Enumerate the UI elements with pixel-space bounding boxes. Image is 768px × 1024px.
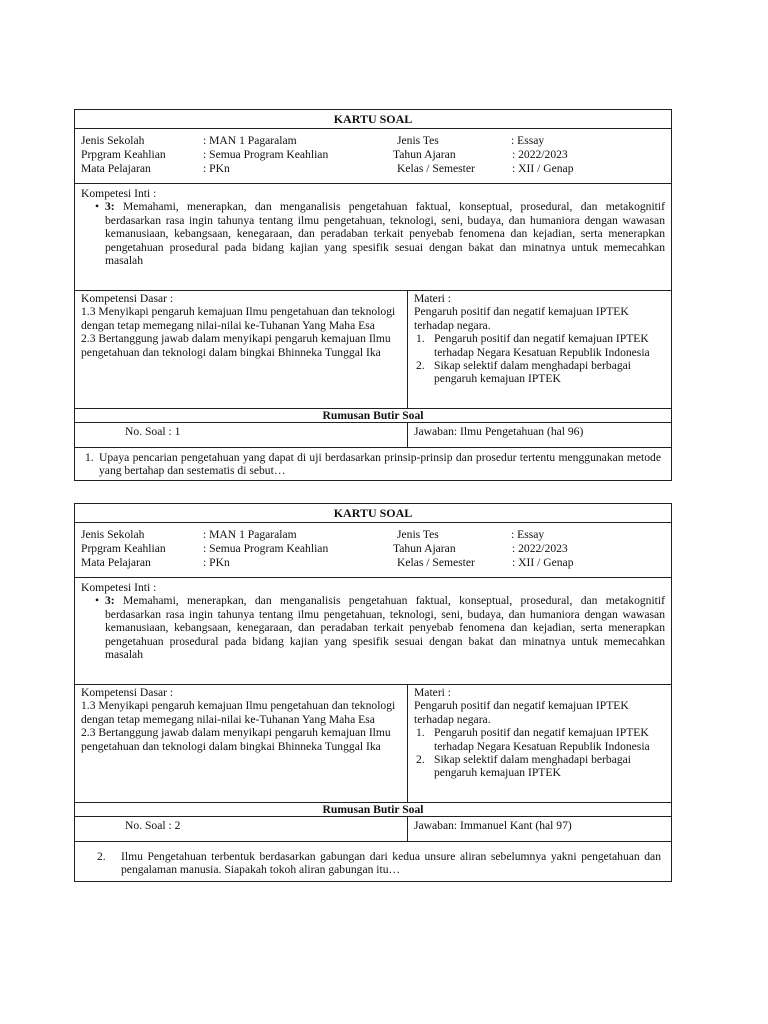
no-soal-cell xyxy=(75,423,408,447)
materi-list-item: 2. Sikap selektif dalam menghadapi berbagai pengaruh kemajuan IPTEK xyxy=(416,359,632,386)
jawaban: Jawaban: Ilmu Pengetahuan (hal 96) xyxy=(414,425,584,438)
bullet-icon: • xyxy=(95,200,100,214)
materi-label: Materi : xyxy=(414,292,452,305)
kompetensi-inti-item xyxy=(81,594,665,661)
mapel-label: Mata Pelajaran xyxy=(81,162,151,175)
jenis-sekolah-label: Jenis Sekolah xyxy=(81,134,145,147)
kelas-semester-label: Kelas / Semester xyxy=(397,556,475,569)
question-item xyxy=(85,451,661,478)
jenis-sekolah-label: Jenis Sekolah xyxy=(81,528,145,541)
kd-item-2: 2.3 Bertanggung jawab dalam menyikapi pengaruh kemajuan Ilmu pengetahuan dan teknologi dalam bingkai Bhinneka Tunggal Ika xyxy=(81,726,391,753)
kd-item-1: 1.3 Menyikapi pengaruh kemajuan Ilmu pengetahuan dan teknologi dengan tetap memegang nilai-nilai ke-Tuhanan Yang Maha Esa xyxy=(81,305,396,332)
materi-intro: Pengaruh positif dan negatif kemajuan IPTEK terhadap negara. xyxy=(414,699,629,726)
materi-list-item: 2. Sikap selektif dalam menghadapi berbagai pengaruh kemajuan IPTEK xyxy=(416,753,632,780)
jenis-tes-label: Jenis Tes xyxy=(397,528,439,541)
jenis-sekolah-value: : MAN 1 Pagaralam xyxy=(203,528,297,541)
question-item xyxy=(85,850,661,877)
kelas-semester-value: : XII / Genap xyxy=(512,162,574,175)
card-title: KARTU SOAL xyxy=(75,504,671,523)
kartu-soal-card xyxy=(74,109,672,481)
ki-number: 3: xyxy=(105,594,115,608)
materi-cell xyxy=(408,291,671,408)
question-text: Upaya pencarian pengetahuan yang dapat di uji berdasarkan prinsip-prinsip dan prosedur tertentu menggunakan metode yang bertahap dan sestematis di sebut… xyxy=(99,451,661,478)
materi-list xyxy=(414,332,665,386)
materi-cell xyxy=(408,685,671,802)
rumusan-butir-soal-heading: Rumusan Butir Soal xyxy=(75,803,671,817)
jenis-tes-value: : Essay xyxy=(511,134,545,147)
card-info-section xyxy=(75,523,671,578)
program-label: Prpgram Keahlian xyxy=(81,542,166,555)
tahun-ajaran-value: : 2022/2023 xyxy=(512,542,568,555)
question-text: Ilmu Pengetahuan terbentuk berdasarkan gabungan dari kedua unsure aliran sebelumnya yakni pengetahuan dan pengalaman manusia. Siapakah tokoh aliran gabungan itu… xyxy=(121,850,661,877)
materi-list xyxy=(414,726,665,780)
kd-item-1: 1.3 Menyikapi pengaruh kemajuan Ilmu pengetahuan dan teknologi dengan tetap memegang nilai-nilai ke-Tuhanan Yang Maha Esa xyxy=(81,699,396,726)
kompetensi-inti-item xyxy=(81,200,665,267)
no-soal-row xyxy=(75,423,671,448)
tahun-ajaran-label: Tahun Ajaran xyxy=(393,542,456,555)
kd-item-2: 2.3 Bertanggung jawab dalam menyikapi pengaruh kemajuan Ilmu pengetahuan dan teknologi dalam bingkai Bhinneka Tunggal Ika xyxy=(81,332,391,359)
card-title: KARTU SOAL xyxy=(75,110,671,129)
jawaban: Jawaban: Immanuel Kant (hal 97) xyxy=(414,819,572,832)
bullet-icon: • xyxy=(95,594,100,608)
materi-list-item: 1. Pengaruh positif dan negatif kemajuan IPTEK terhadap Negara Kesatuan Republik Indonesia xyxy=(416,332,650,359)
kompetensi-dasar-cell xyxy=(75,685,408,802)
question-number: 2. xyxy=(97,850,106,863)
kelas-semester-value: : XII / Genap xyxy=(512,556,574,569)
question-number: 1. xyxy=(85,451,94,464)
materi-list-item: 1. Pengaruh positif dan negatif kemajuan IPTEK terhadap Negara Kesatuan Republik Indonesia xyxy=(416,726,650,753)
kd-materi-section xyxy=(75,291,671,409)
kompetensi-inti-label: Kompetesi Inti : xyxy=(81,581,157,594)
mapel-label: Mata Pelajaran xyxy=(81,556,151,569)
kompetensi-inti-section xyxy=(75,578,671,685)
kartu-soal-card xyxy=(74,503,672,882)
jenis-tes-label: Jenis Tes xyxy=(397,134,439,147)
kd-label: Kompetensi Dasar : xyxy=(81,686,174,699)
rumusan-butir-soal-heading: Rumusan Butir Soal xyxy=(75,409,671,423)
program-value: : Semua Program Keahlian xyxy=(203,148,329,161)
kelas-semester-label: Kelas / Semester xyxy=(397,162,475,175)
no-soal-row xyxy=(75,817,671,842)
question-section xyxy=(75,842,671,881)
no-soal-cell xyxy=(75,817,408,841)
ki-text: Memahami, menerapkan, dan menganalisis pengetahuan faktual, konseptual, prosedural, dan metakognitif berdasarkan rasa ingin tahunya tentang ilmu pengetahuan, teknologi, seni, budaya, dan humaniora dengan wawasan kemanusiaan, kebangsaan, kenegaraan, dan peradaban terkait penyebab fenomena dan kejadian, serta menerapkan pengetahuan prosedural pada bidang kajian yang spesifik sesuai dengan bakat dan minatnya untuk memecahkan masalah xyxy=(105,594,665,662)
kompetensi-inti-label: Kompetesi Inti : xyxy=(81,187,157,200)
ki-number: 3: xyxy=(105,200,115,214)
mapel-value: : PKn xyxy=(203,556,230,569)
ki-text: Memahami, menerapkan, dan menganalisis pengetahuan faktual, konseptual, prosedural, dan metakognitif berdasarkan rasa ingin tahunya tentang ilmu pengetahuan, teknologi, seni, budaya, dan humaniora dengan wawasan kemanusiaan, kebangsaan, kenegaraan, dan peradaban terkait penyebab fenomena dan kejadian, serta menerapkan pengetahuan prosedural pada bidang kajian yang spesifik sesuai dengan bakat dan minatnya untuk memecahkan masalah xyxy=(105,200,665,268)
program-value: : Semua Program Keahlian xyxy=(203,542,329,555)
kd-materi-section xyxy=(75,685,671,803)
kd-label: Kompetensi Dasar : xyxy=(81,292,174,305)
question-section xyxy=(75,448,671,480)
card-info-section xyxy=(75,129,671,184)
tahun-ajaran-label: Tahun Ajaran xyxy=(393,148,456,161)
mapel-value: : PKn xyxy=(203,162,230,175)
program-label: Prpgram Keahlian xyxy=(81,148,166,161)
kompetensi-inti-section xyxy=(75,184,671,291)
materi-intro: Pengaruh positif dan negatif kemajuan IPTEK terhadap negara. xyxy=(414,305,629,332)
tahun-ajaran-value: : 2022/2023 xyxy=(512,148,568,161)
jenis-tes-value: : Essay xyxy=(511,528,545,541)
jenis-sekolah-value: : MAN 1 Pagaralam xyxy=(203,134,297,147)
no-soal: No. Soal : 2 xyxy=(125,819,181,832)
materi-label: Materi : xyxy=(414,686,452,699)
no-soal: No. Soal : 1 xyxy=(125,425,181,438)
kompetensi-dasar-cell xyxy=(75,291,408,408)
